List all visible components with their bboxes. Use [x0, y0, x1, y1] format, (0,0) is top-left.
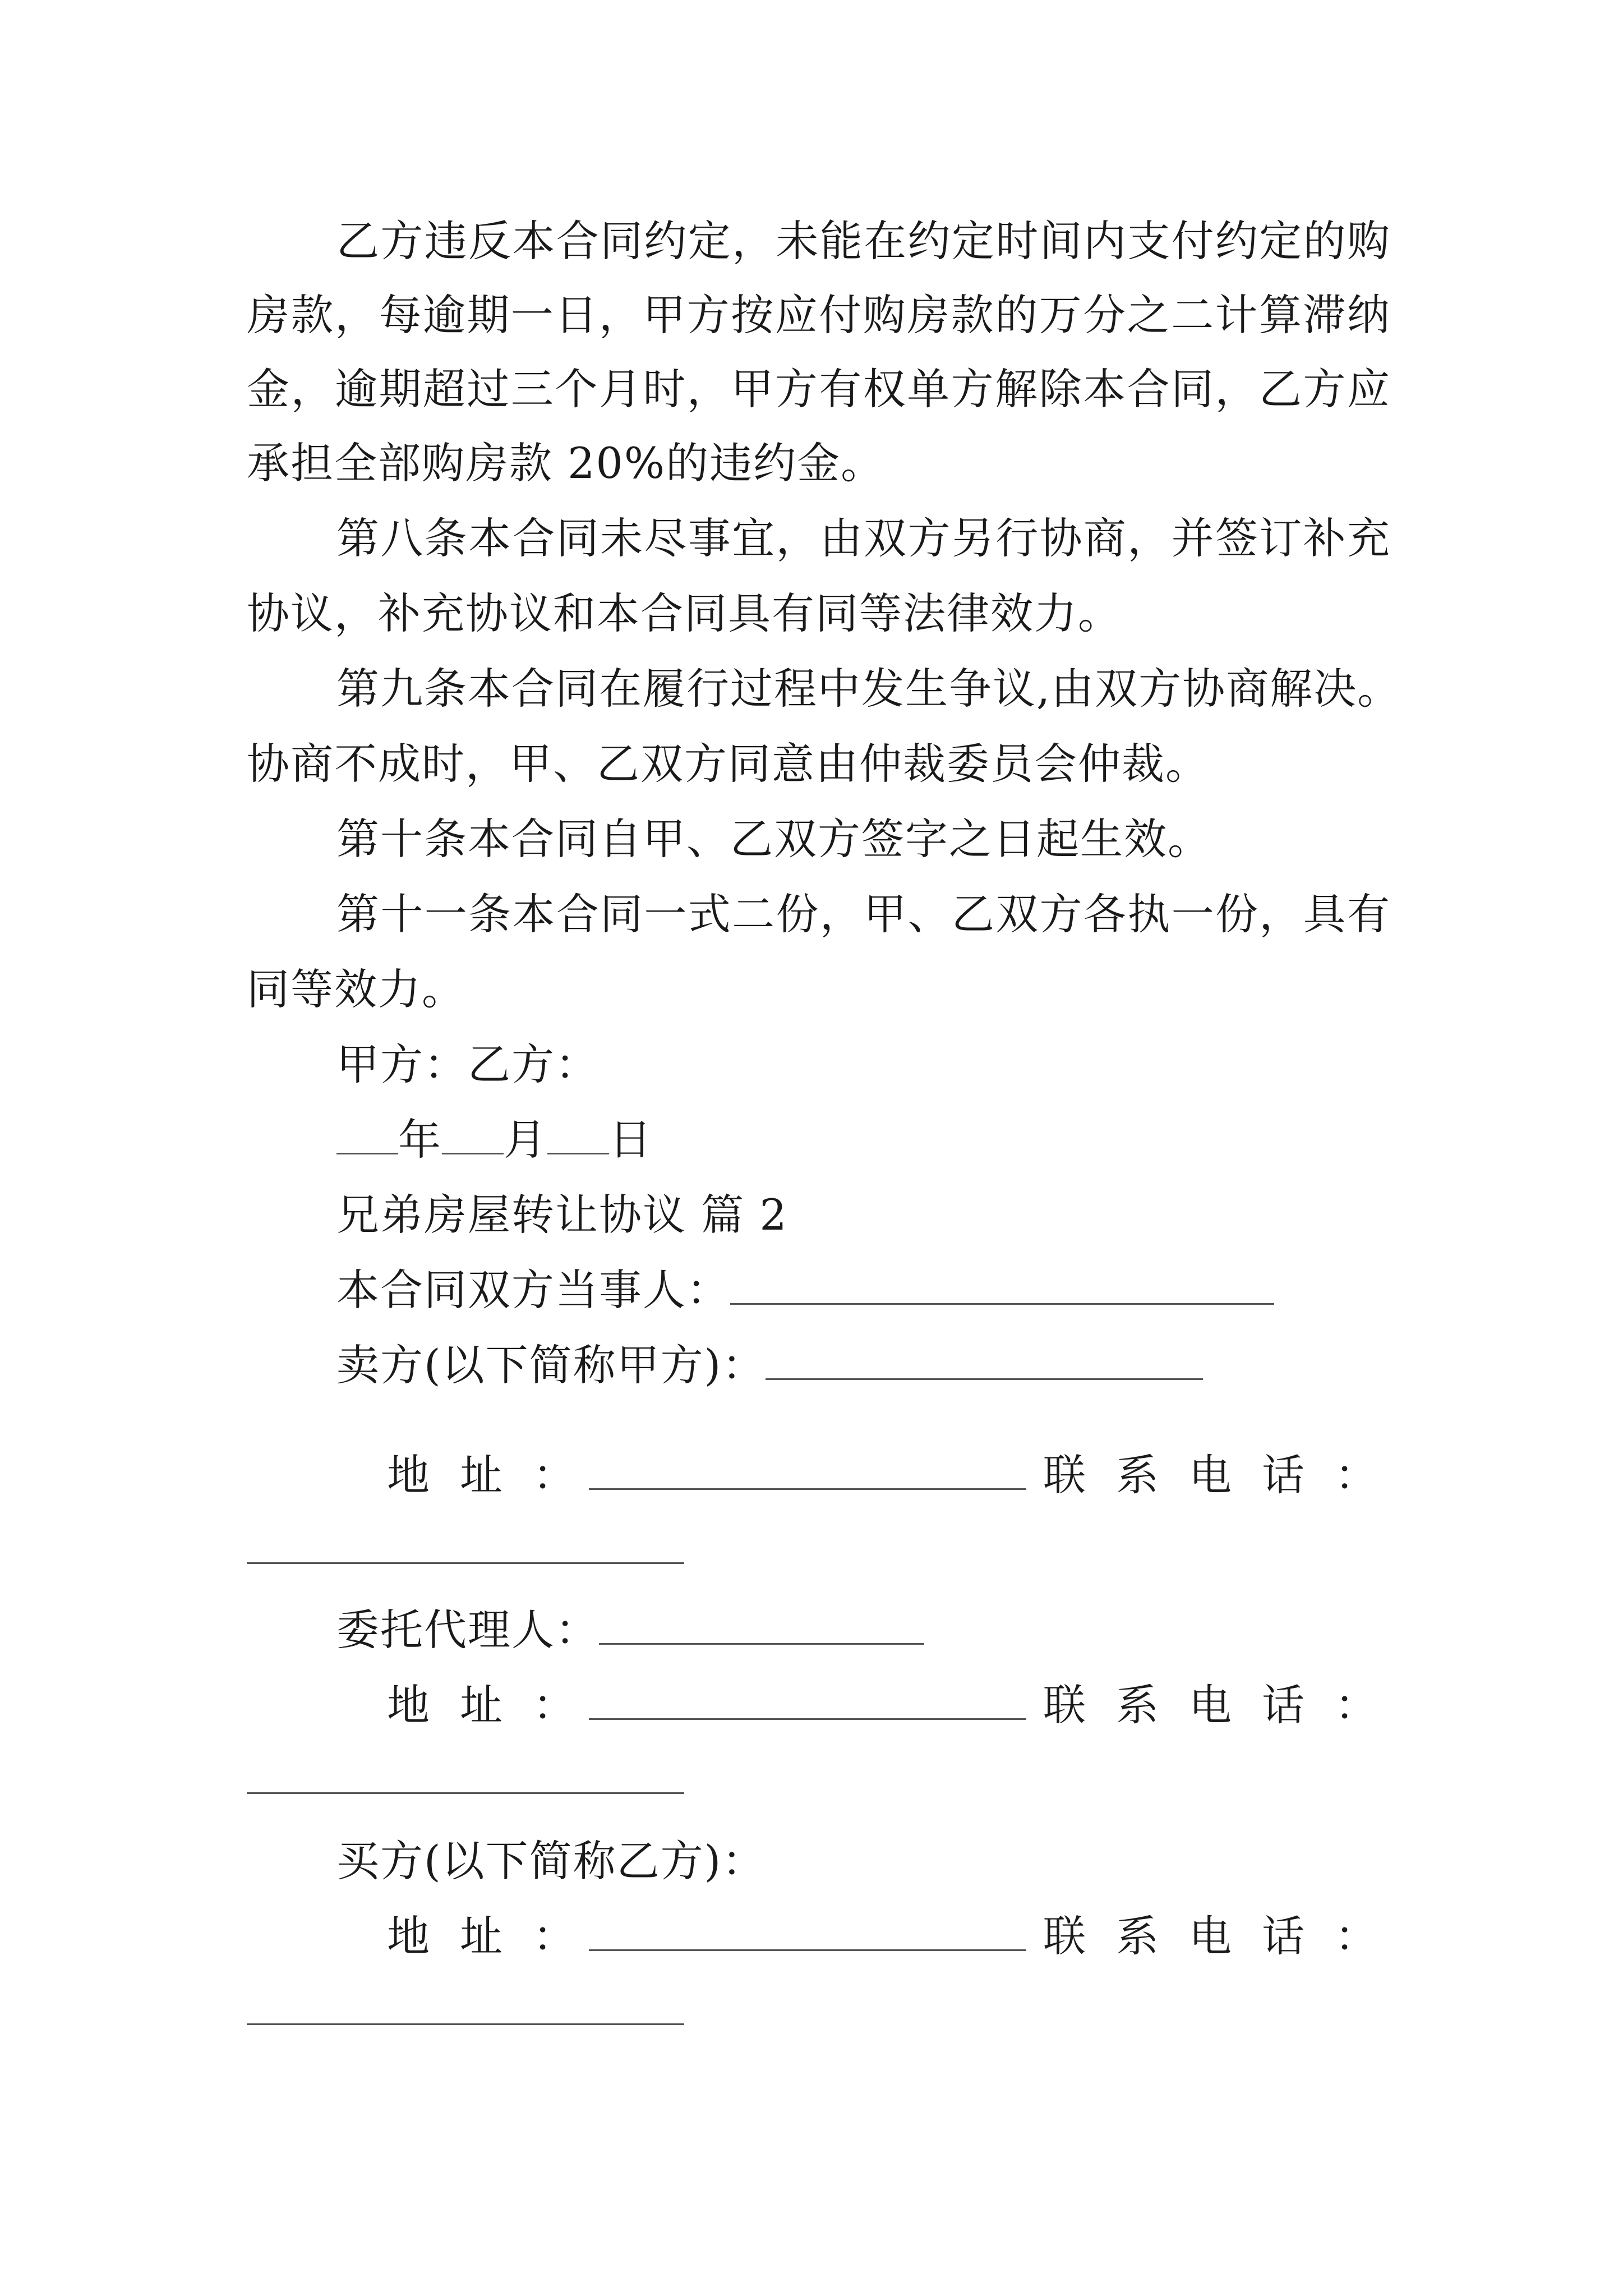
seller-phone-blank[interactable]: [247, 1562, 684, 1564]
phone-label-char: 系: [1116, 1450, 1160, 1500]
phone-label-char: 话: [1262, 1911, 1306, 1961]
phone-label-char: 电: [1189, 1680, 1233, 1730]
phone-label-char: 系: [1116, 1680, 1160, 1730]
parties-field: [336, 1262, 1391, 1318]
day-label: 日: [609, 1115, 653, 1165]
agent-blank[interactable]: [599, 1604, 924, 1645]
seller-address-phone: [387, 1447, 1380, 1503]
phone-label-char: ：: [1335, 1680, 1378, 1730]
paragraph-line: 第九条本合同在履行过程中发生争议,由双方协商解决。: [336, 664, 1401, 714]
paragraph-line: 房款，每逾期一日，甲方按应付购房款的万分之二计算滞纳: [247, 290, 1391, 340]
phone-label-char: ：: [1335, 1911, 1378, 1961]
seller-blank[interactable]: [766, 1339, 1203, 1380]
paragraph-line: 承担全部购房款 20%的违约金。: [247, 438, 885, 488]
phone-label-char: 话: [1262, 1450, 1306, 1500]
address-label-char: 址: [460, 1911, 504, 1961]
address-label-char: 地: [387, 1911, 431, 1961]
year-label: 年: [398, 1115, 442, 1165]
section-title: 兄弟房屋转让协议 篇 2: [336, 1190, 788, 1240]
parties-blank[interactable]: [730, 1264, 1274, 1305]
agent-address-blank[interactable]: [589, 1679, 1026, 1720]
day-blank[interactable]: [547, 1114, 609, 1154]
address-label-char: 地: [387, 1450, 431, 1500]
address-label-char: 址: [460, 1680, 504, 1730]
phone-label-char: 联: [1043, 1680, 1087, 1730]
paragraph-line: 同等效力。: [247, 964, 465, 1014]
phone-label-char: 电: [1189, 1450, 1233, 1500]
buyer-phone-blank[interactable]: [247, 2023, 684, 2025]
phone-label-char: 联: [1043, 1450, 1087, 1500]
paragraph-line: 金，逾期超过三个月时，甲方有权单方解除本合同，乙方应: [247, 364, 1391, 414]
address-label-char: 址: [460, 1450, 504, 1500]
buyer-label: 买方(以下简称乙方)：: [336, 1836, 766, 1886]
agent-address-phone: [387, 1677, 1380, 1733]
agent-phone-blank[interactable]: [247, 1792, 684, 1794]
paragraph-line: 第八条本合同未尽事宜，由双方另行协商，并签订补充: [336, 513, 1391, 563]
month-blank[interactable]: [442, 1114, 504, 1154]
paragraph-line: 协议，补充协议和本合同具有同等法律效力。: [247, 588, 1122, 638]
signature-parties: 甲方：乙方：: [336, 1039, 599, 1089]
seller-address-blank[interactable]: [589, 1449, 1026, 1490]
month-label: 月: [504, 1115, 547, 1165]
buyer-field: [336, 1833, 1391, 1889]
paragraph-line: 协商不成时，甲、乙双方同意由仲裁委员会仲裁。: [247, 739, 1209, 789]
address-label-char: 地: [387, 1680, 431, 1730]
phone-label-char: 话: [1262, 1680, 1306, 1730]
parties-label: 本合同双方当事人：: [336, 1265, 730, 1315]
buyer-address-blank[interactable]: [589, 1910, 1026, 1951]
phone-label-char: 电: [1189, 1911, 1233, 1961]
seller-field: [336, 1337, 1391, 1393]
phone-label-char: 联: [1043, 1911, 1087, 1961]
agent-label: 委托代理人：: [336, 1605, 599, 1655]
seller-label: 卖方(以下简称甲方)：: [336, 1340, 766, 1390]
paragraph-line: 第十条本合同自甲、乙双方签字之日起生效。: [336, 814, 1211, 864]
address-label-char: ：: [533, 1911, 577, 1961]
date-line: [336, 1112, 1391, 1168]
address-label-char: ：: [533, 1450, 577, 1500]
paragraph-line: 乙方违反本合同约定，未能在约定时间内支付约定的购: [336, 216, 1391, 266]
phone-label-char: ：: [1335, 1450, 1378, 1500]
paragraph-line: 第十一条本合同一式二份，甲、乙双方各执一份，具有: [336, 889, 1391, 939]
address-label-char: ：: [533, 1680, 577, 1730]
year-blank[interactable]: [336, 1114, 398, 1154]
agent-field: [336, 1602, 1391, 1658]
phone-label-char: 系: [1116, 1911, 1160, 1961]
buyer-address-phone: [387, 1908, 1380, 1964]
